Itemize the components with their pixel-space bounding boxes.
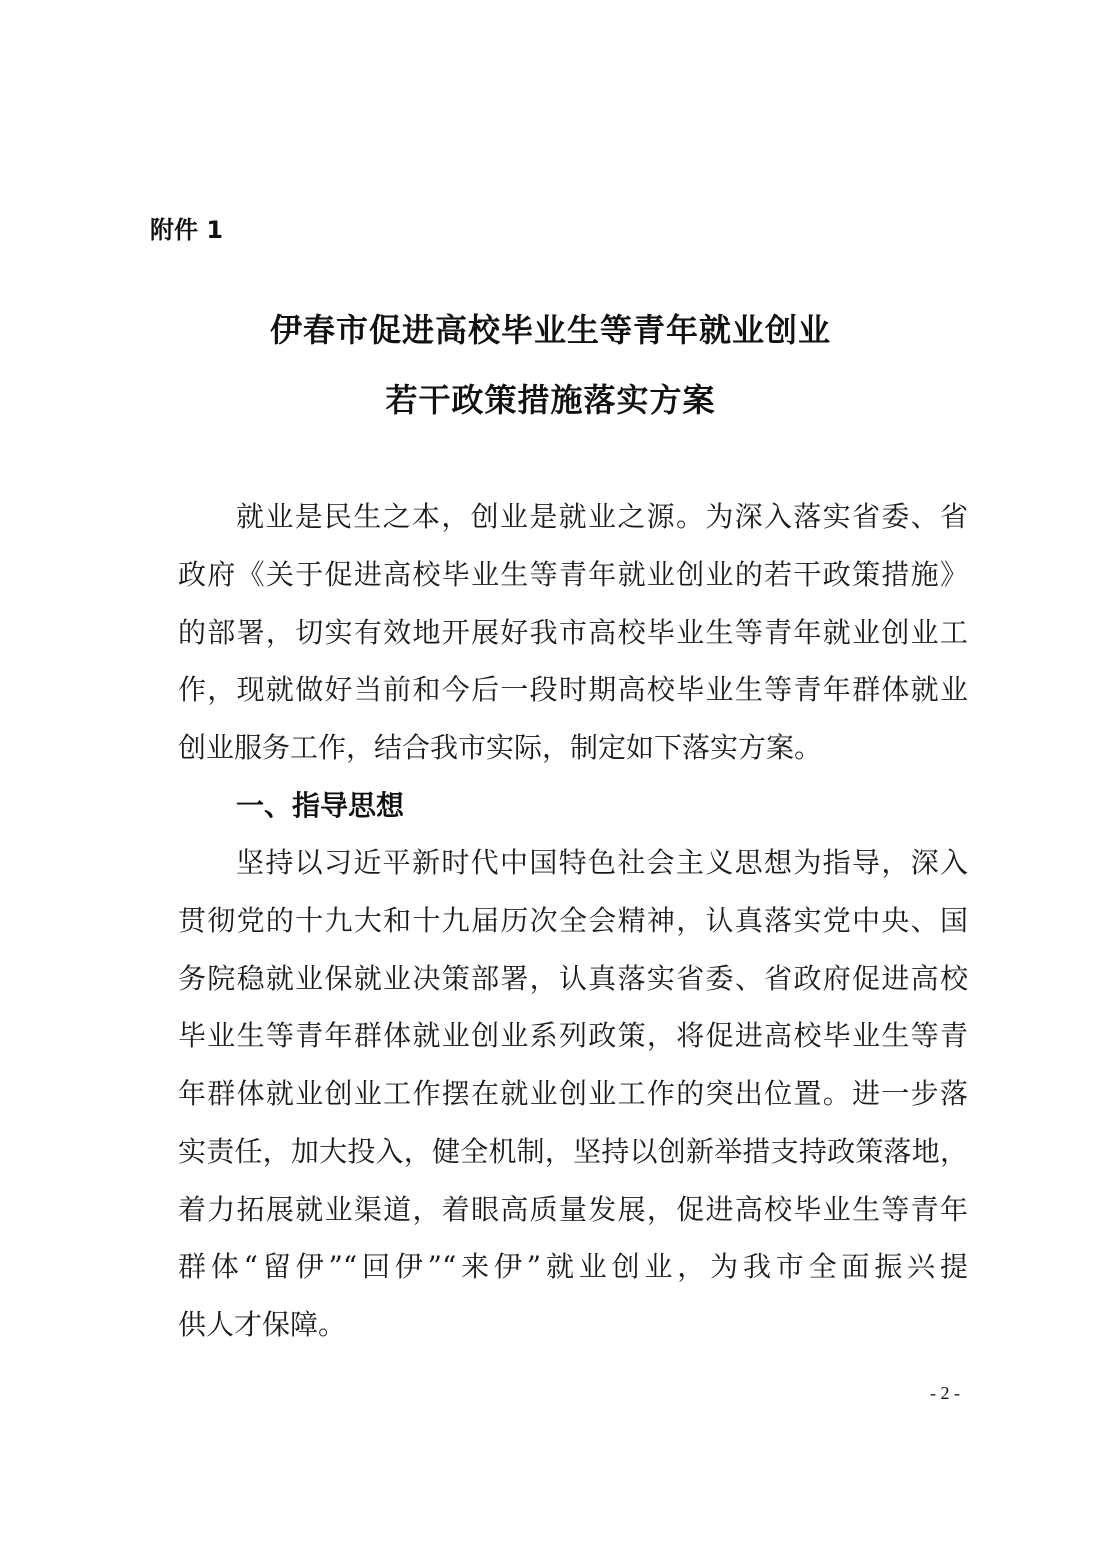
- paragraph-2-line: 供人才保障。: [178, 1308, 347, 1341]
- paragraph-1-line: 创业服务工作，结合我市实际，制定如下落实方案。: [178, 731, 823, 764]
- paragraph-2-line: 年群体就业创业工作摆在就业创业工作的突出位置。进一步落: [178, 1077, 968, 1110]
- attachment-label: 附件 1: [150, 216, 224, 244]
- section-heading: 一、指导思想: [236, 789, 405, 822]
- paragraph-2-line: 毕业生等青年群体就业创业系列政策，将促进高校毕业生等青: [178, 1019, 968, 1052]
- paragraph-1-line: 的部署，切实有效地开展好我市高校毕业生等青年就业创业工: [178, 616, 968, 649]
- paragraph-2-line: 群体“留伊”“回伊”“来伊”就业创业，为我市全面振兴提: [178, 1250, 968, 1283]
- paragraph-1-line: 就业是民生之本，创业是就业之源。为深入落实省委、省: [236, 500, 968, 533]
- document-title-line-1: 伊春市促进高校毕业生等青年就业创业: [269, 311, 831, 349]
- paragraph-2-line: 着力拓展就业渠道，着眼高质量发展，促进高校毕业生等青年: [178, 1193, 968, 1226]
- paragraph-2-line: 贯彻党的十九大和十九届历次全会精神，认真落实党中央、国: [178, 904, 968, 937]
- page-number: - 2 -: [930, 1383, 960, 1403]
- paragraph-2-line: 务院稳就业保就业决策部署，认真落实省委、省政府促进高校: [178, 962, 968, 995]
- paragraph-2-line: 实责任，加大投入，健全机制，坚持以创新举措支持政策落地，: [178, 1135, 968, 1168]
- paragraph-1-line: 作，现就做好当前和今后一段时期高校毕业生等青年群体就业: [178, 673, 968, 706]
- paragraph-1-line: 政府《关于促进高校毕业生等青年就业创业的若干政策措施》: [178, 558, 968, 591]
- paragraph-2-line: 坚持以习近平新时代中国特色社会主义思想为指导，深入: [236, 846, 968, 879]
- document-title-line-2: 若干政策措施落实方案: [385, 381, 716, 419]
